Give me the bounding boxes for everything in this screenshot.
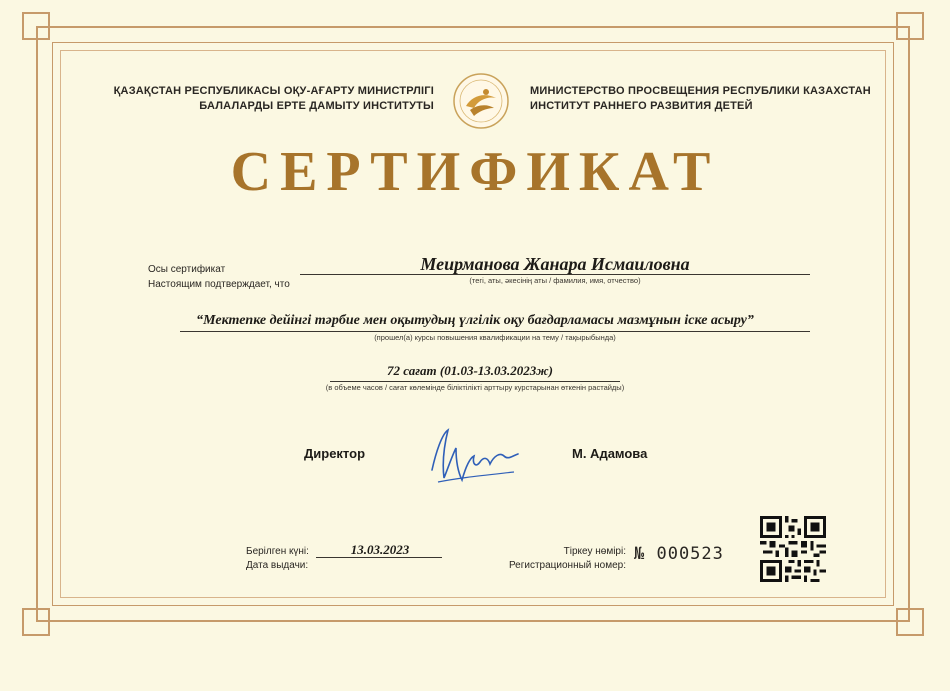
institution-ru-line1: МИНИСТЕРСТВО ПРОСВЕЩЕНИЯ РЕСПУБЛИКИ КАЗАХСТАН xyxy=(530,85,871,97)
name-underline xyxy=(300,274,810,275)
corner-ornament-top-right xyxy=(896,12,924,40)
duration-caption: (в объеме часов / сағат көлемінде біліктілікті арттыру курстарынан өткенін растайды) xyxy=(325,383,625,392)
registration-number: № 000523 xyxy=(634,544,724,564)
qr-code-icon xyxy=(760,516,826,582)
recipient-label-ru: Настоящим подтверждает, что xyxy=(148,279,290,290)
course-underline xyxy=(180,331,810,332)
certificate-title: СЕРТИФИКАТ xyxy=(230,141,720,203)
course-caption: (прошел(а) курсы повышения квалификации на тему / тақырыбында) xyxy=(374,333,616,342)
registration-label-ru: Регистрационный номер: xyxy=(508,560,626,571)
duration-underline xyxy=(330,381,620,382)
institution-kz xyxy=(84,84,434,114)
recipient-label-kz: Осы сертификат xyxy=(148,264,226,275)
corner-ornament-bottom-right xyxy=(896,608,924,636)
institution-kz-line2: БАЛАЛАРДЫ ЕРТЕ ДАМЫТУ ИНСТИТУТЫ xyxy=(199,100,434,112)
director-label: Директор xyxy=(304,446,366,461)
course-duration: 72 сағат (01.03-13.03.2023ж) xyxy=(387,363,553,378)
issue-date-underline xyxy=(316,557,442,558)
name-caption: (тегі, аты, әкесінің аты / фамилия, имя, отчество) xyxy=(469,276,641,285)
corner-ornament-top-left xyxy=(22,12,50,40)
institute-logo-icon xyxy=(444,72,518,130)
corner-ornament-bottom-left xyxy=(22,608,50,636)
issue-date-label-kz: Берілген күні: xyxy=(246,546,309,557)
institution-ru-line2: ИНСТИТУТ РАННЕГО РАЗВИТИЯ ДЕТЕЙ xyxy=(530,100,753,112)
registration-label-kz: Тіркеу нөмірі: xyxy=(563,546,626,557)
institution-kz-line1: ҚАЗАҚСТАН РЕСПУБЛИКАСЫ ОҚУ-АҒАРТУ МИНИСТРЛІГІ xyxy=(113,85,434,97)
issue-date: 13.03.2023 xyxy=(350,542,410,557)
director-name: М. Адамова xyxy=(572,446,648,461)
issue-date-label-ru: Дата выдачи: xyxy=(246,560,309,571)
institution-ru xyxy=(530,84,890,114)
director-signature xyxy=(418,422,528,494)
course-title: “Мектепке дейінгі тәрбие мен оқытудың үлгілік оқу бағдарламасы мазмұнын іске асыру” xyxy=(196,313,754,328)
recipient-name: Меирманова Жанара Исмаиловна xyxy=(420,254,690,274)
